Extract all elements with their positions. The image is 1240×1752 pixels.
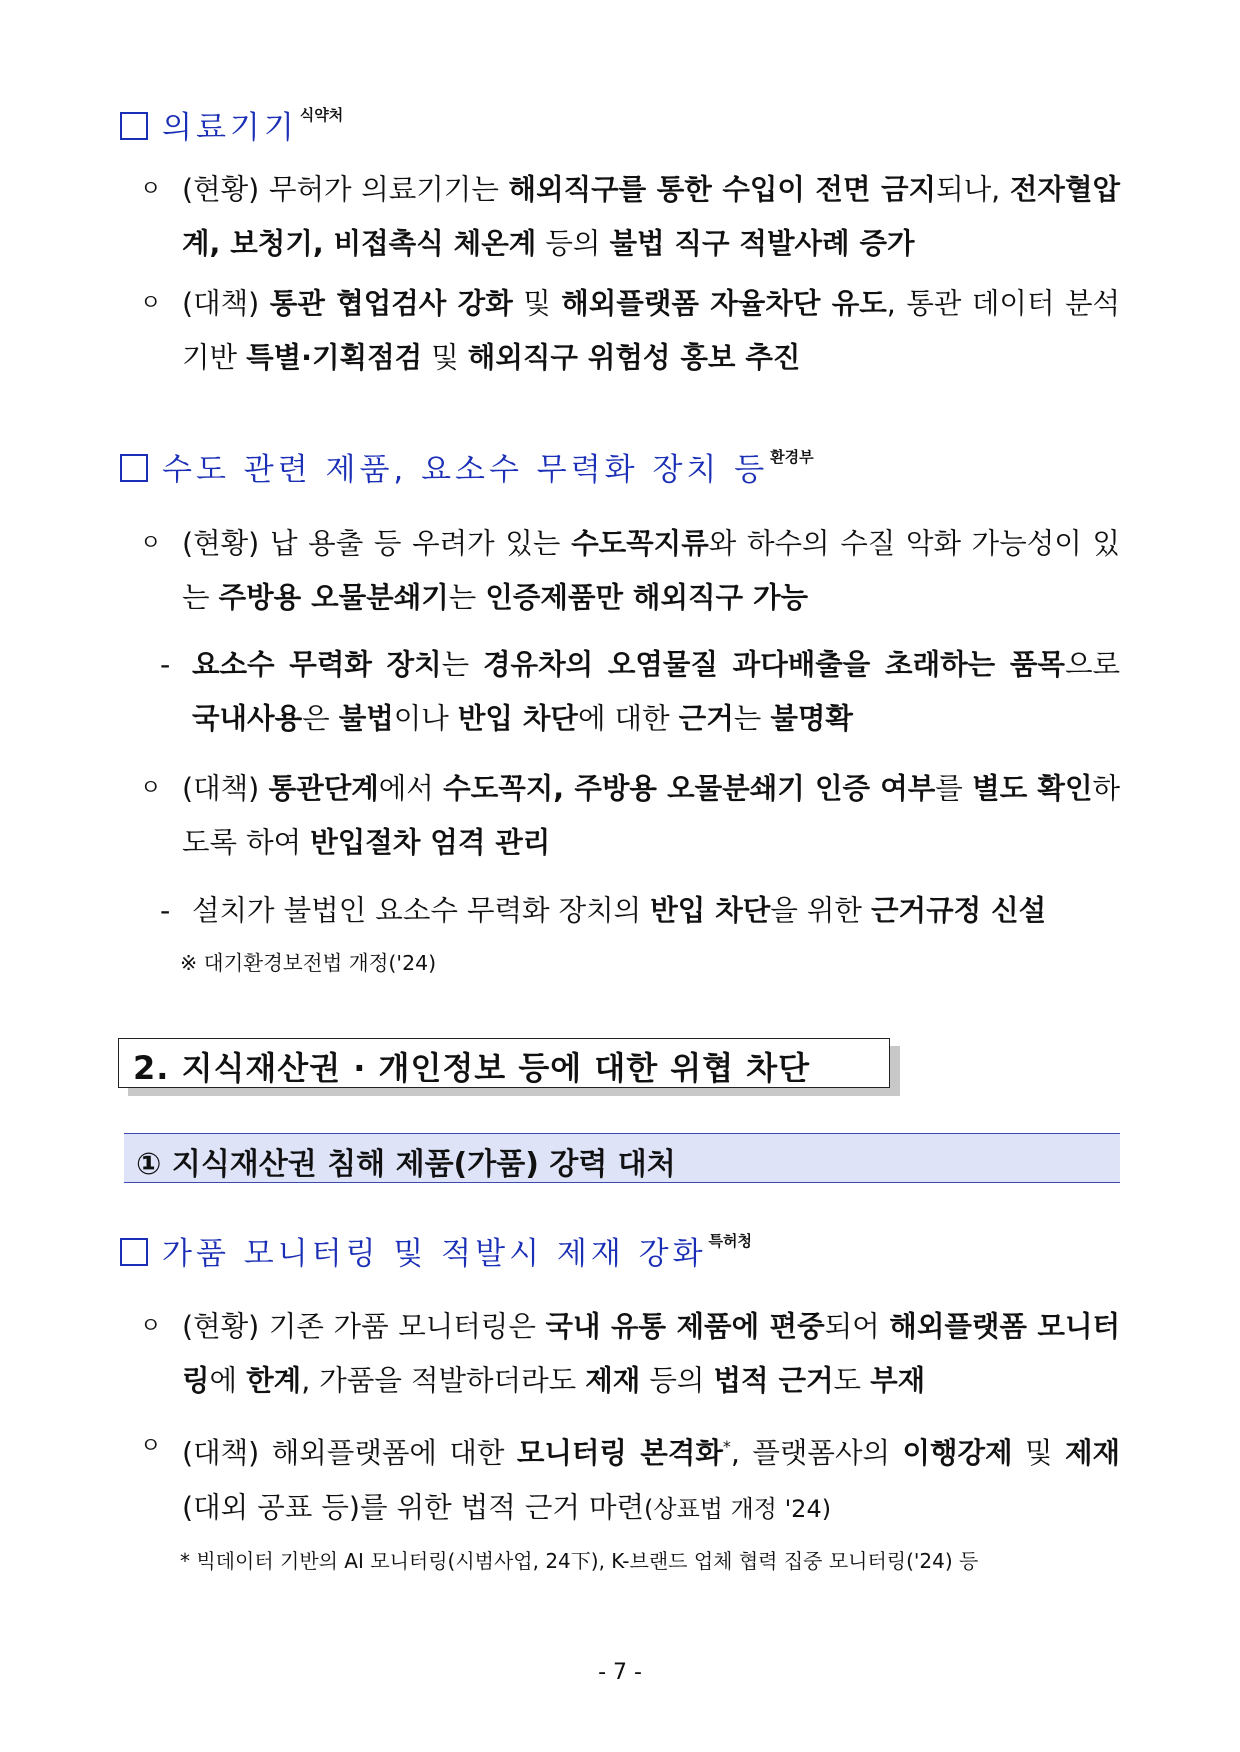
item-text: (현황) 기존 가품 모니터링은 국내 유통 제품에 편중되어 해외플랫폼 모니터링에 한계, 가품을 적발하더라도 제재 등의 법적 근거도 부재 xyxy=(182,1310,1121,1397)
water-action-subitem xyxy=(160,884,1120,938)
bullet-marker: ㅇ xyxy=(140,531,162,556)
bullet-marker: ㅇ xyxy=(140,776,162,801)
page-number: - 7 - xyxy=(598,1660,642,1685)
chapter-title-box xyxy=(118,1038,890,1088)
section-heading-medical xyxy=(120,102,343,147)
water-status-subitem xyxy=(160,638,1120,746)
dash-marker: - xyxy=(160,648,171,681)
bullet-marker: ㅇ xyxy=(140,1314,162,1339)
section-heading-counterfeit xyxy=(120,1228,752,1273)
heading-text: 가품 모니터링 및 적발시 제재 강화 xyxy=(162,1236,707,1272)
item-text: 요소수 무력화 장치는 경유차의 오염물질 과다배출을 초래하는 품목으로 국내사용은 불법이나 반입 차단에 대한 근거는 불명확 xyxy=(192,648,1120,735)
item-text: (현황) 무허가 의료기기는 해외직구를 통한 수입이 전면 금지되나, 전자혈압계, 보청기, 비접촉식 체온계 등의 불법 직구 적발사례 증가 xyxy=(182,173,1121,260)
counterfeit-status-item xyxy=(140,1300,1120,1408)
bullet-marker: ㅇ xyxy=(140,1434,162,1459)
chapter-title: 2. 지식재산권 · 개인정보 등에 대한 위협 차단 xyxy=(133,1049,811,1087)
agency-label: 환경부 xyxy=(770,448,814,466)
subchapter-title: ① 지식재산권 침해 제품(가품) 강력 대처 xyxy=(136,1147,676,1182)
agency-label: 특허청 xyxy=(708,1232,752,1250)
bullet-marker: ㅇ xyxy=(140,177,162,202)
medical-action-item xyxy=(140,277,1120,385)
medical-status-item xyxy=(140,163,1120,271)
checkbox-square-icon xyxy=(120,1238,148,1266)
item-text: (현황) 납 용출 등 우려가 있는 수도꼭지류와 하수의 수질 악화 가능성이 있는 주방용 오물분쇄기는 인증제품만 해외직구 가능 xyxy=(182,527,1120,614)
item-text: (대책) 해외플랫폼에 대한 모니터링 본격화*, 플랫폼사의 이행강제 및 제재(대외 공표 등)를 위한 법적 근거 마련(상표법 개정 '24) xyxy=(182,1436,1121,1524)
reference-note: ※ 대기환경보전법 개정('24) xyxy=(180,951,437,975)
checkbox-square-icon xyxy=(120,112,148,140)
dash-marker: - xyxy=(160,894,171,927)
bullet-marker: ㅇ xyxy=(140,291,162,316)
water-action-item xyxy=(140,762,1120,870)
item-text: (대책) 통관 협업검사 강화 및 해외플랫폼 자율차단 유도, 통관 데이터 분석 기반 특별·기획점검 및 해외직구 위험성 홍보 추진 xyxy=(182,287,1121,374)
agency-label: 식약처 xyxy=(299,106,344,124)
item-text: 설치가 불법인 요소수 무력화 장치의 반입 차단을 위한 근거규정 신설 xyxy=(192,894,1047,927)
heading-text: 수도 관련 제품, 요소수 무력화 장치 등 xyxy=(162,452,769,488)
counterfeit-action-item xyxy=(140,1420,1120,1536)
heading-text: 의료기기 xyxy=(162,110,298,146)
section-heading-water xyxy=(120,444,814,489)
item-text: (대책) 통관단계에서 수도꼭지, 주방용 오물분쇄기 인증 여부를 별도 확인하도록 하여 반입절차 엄격 관리 xyxy=(182,772,1121,859)
subchapter-band xyxy=(124,1133,1120,1183)
water-status-item xyxy=(140,517,1120,625)
checkbox-square-icon xyxy=(120,454,148,482)
footnote: * 빅데이터 기반의 AI 모니터링(시범사업, 24下), K-브랜드 업체 협력 집중 모니터링('24) 등 xyxy=(180,1549,979,1573)
